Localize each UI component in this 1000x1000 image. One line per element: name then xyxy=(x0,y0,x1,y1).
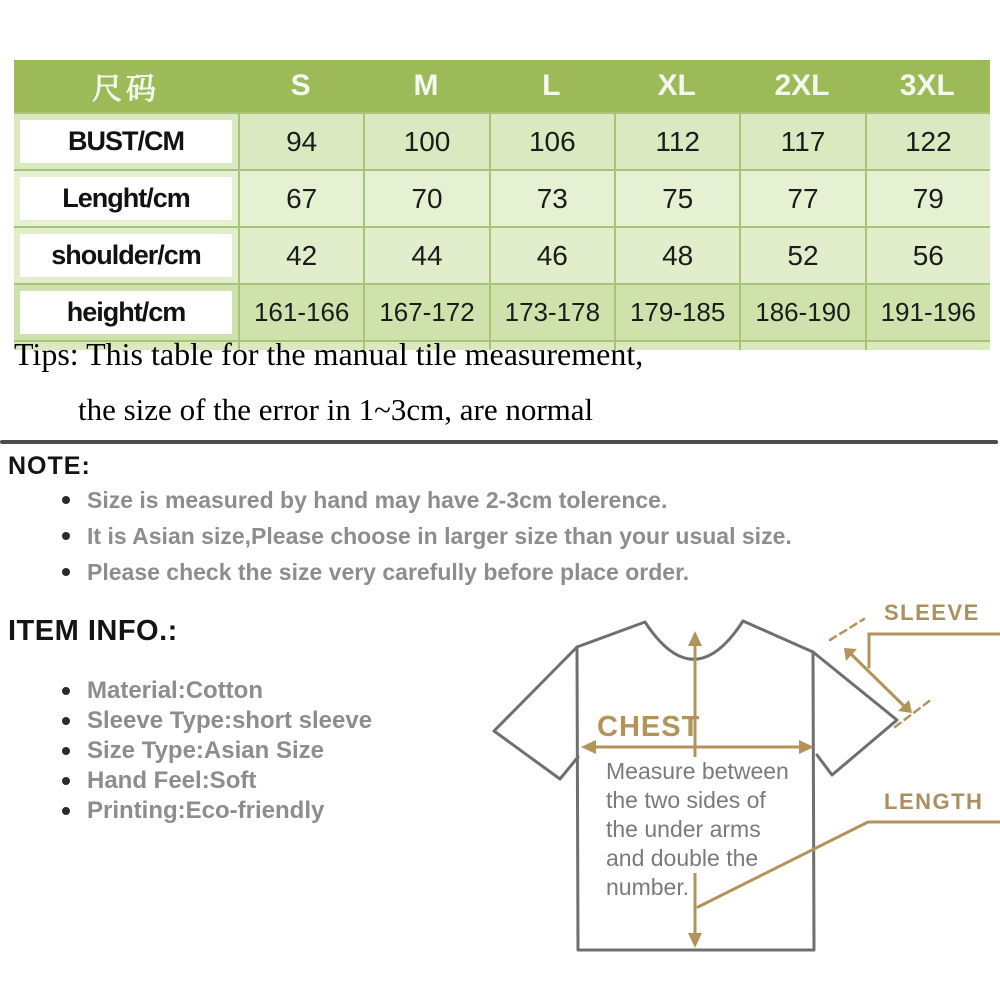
list-item xyxy=(62,796,372,826)
size-col-l: L xyxy=(542,69,561,102)
item-bullet: Material:Cotton xyxy=(87,677,263,704)
tips-line-2: the size of the error in 1~3cm, are normal xyxy=(78,392,594,427)
right-sleeve-outline xyxy=(813,652,897,775)
table-cell: 67 xyxy=(238,171,363,226)
arrowhead-right xyxy=(799,740,814,754)
table-cell: 117 xyxy=(739,114,864,169)
table-cell: 173-178 xyxy=(489,285,614,340)
length-label: LENGTH xyxy=(884,789,984,814)
table-cell: 161-166 xyxy=(238,285,363,340)
item-bullet: Hand Feel:Soft xyxy=(87,767,257,794)
table-cell: 167-172 xyxy=(363,285,488,340)
item-info-list xyxy=(62,676,372,826)
size-col-3xl: 3XL xyxy=(899,69,955,102)
size-table-header-row xyxy=(14,60,990,112)
table-cell: 112 xyxy=(614,114,739,169)
chest-measure-note xyxy=(606,757,806,902)
table-cell: 52 xyxy=(739,228,864,283)
list-item xyxy=(62,736,372,766)
table-cell: 73 xyxy=(489,171,614,226)
table-cell: 179-185 xyxy=(614,285,739,340)
row-label-cell xyxy=(14,228,238,283)
size-header-cell: 尺码 xyxy=(92,73,160,106)
table-cell: 48 xyxy=(614,228,739,283)
note-bullet: Please check the size very carefully before place order. xyxy=(87,558,690,585)
measure-note-line: the under arms xyxy=(606,815,806,844)
arrowhead-up xyxy=(688,631,702,646)
list-item xyxy=(62,518,792,554)
table-cell: 122 xyxy=(865,114,990,169)
row-label-cell xyxy=(14,171,238,226)
item-bullet: Sleeve Type:short sleeve xyxy=(87,707,373,734)
bullet-dot xyxy=(62,496,70,504)
section-divider xyxy=(0,440,998,444)
tips-line-1: Tips: This table for the manual tile measurement, xyxy=(14,336,644,372)
table-cell: 42 xyxy=(238,228,363,283)
row-label: Lenght/cm xyxy=(20,177,232,220)
note-bullet: Size is measured by hand may have 2-3cm tolerence. xyxy=(87,486,668,513)
sleeve-callout-line xyxy=(869,634,1000,667)
sleeve-dash-top xyxy=(830,619,864,640)
table-cell: 186-190 xyxy=(739,285,864,340)
table-cell: 94 xyxy=(238,114,363,169)
table-cell: 75 xyxy=(614,171,739,226)
list-item xyxy=(62,482,792,518)
sleeve-label: SLEEVE xyxy=(884,600,980,625)
note-bullet: It is Asian size,Please choose in larger size than your usual size. xyxy=(87,522,792,549)
bullet-dot xyxy=(62,807,70,815)
item-bullet: Printing:Eco-friendly xyxy=(87,797,325,824)
item-info-heading: ITEM INFO.: xyxy=(8,615,178,647)
row-label: BUST/CM xyxy=(20,120,232,163)
table-cell: 44 xyxy=(363,228,488,283)
row-label-cell xyxy=(14,114,238,169)
bullet-dot xyxy=(62,568,70,576)
size-col-2xl: 2XL xyxy=(774,69,830,102)
list-item xyxy=(62,676,372,706)
table-row-bust xyxy=(14,112,990,169)
measure-note-line: the two sides of xyxy=(606,786,806,815)
arrowhead-down xyxy=(688,933,702,948)
measure-note-line: Measure between xyxy=(606,757,806,786)
table-cell: 106 xyxy=(489,114,614,169)
chest-label: CHEST xyxy=(597,711,701,743)
bullet-dot xyxy=(62,777,70,785)
size-col-m: M xyxy=(413,69,439,102)
table-row-height xyxy=(14,283,990,340)
sleeve-arrow xyxy=(852,655,904,706)
table-row-length xyxy=(14,169,990,226)
row-label: height/cm xyxy=(20,291,232,334)
note-heading: NOTE: xyxy=(8,452,91,480)
list-item xyxy=(62,766,372,796)
arrowhead-left xyxy=(581,740,596,754)
table-cell: 100 xyxy=(363,114,488,169)
left-sleeve-outline xyxy=(494,647,578,779)
bullet-dot xyxy=(62,532,70,540)
table-cell: 56 xyxy=(865,228,990,283)
note-list xyxy=(62,482,792,590)
list-item xyxy=(62,706,372,736)
row-label-cell xyxy=(14,285,238,340)
item-bullet: Size Type:Asian Size xyxy=(87,737,324,764)
bullet-dot xyxy=(62,687,70,695)
row-label: shoulder/cm xyxy=(20,234,232,277)
size-col-xl: XL xyxy=(657,69,696,102)
table-row-shoulder xyxy=(14,226,990,283)
table-cell: 79 xyxy=(865,171,990,226)
table-cell: 46 xyxy=(489,228,614,283)
table-cell: 191-196 xyxy=(865,285,990,340)
table-cell: 70 xyxy=(363,171,488,226)
measure-note-line: number. xyxy=(606,873,806,902)
table-cell: 77 xyxy=(739,171,864,226)
measure-note-line: and double the xyxy=(606,844,806,873)
size-col-s: S xyxy=(290,69,311,102)
bullet-dot xyxy=(62,747,70,755)
bullet-dot xyxy=(62,717,70,725)
size-table xyxy=(14,60,990,350)
